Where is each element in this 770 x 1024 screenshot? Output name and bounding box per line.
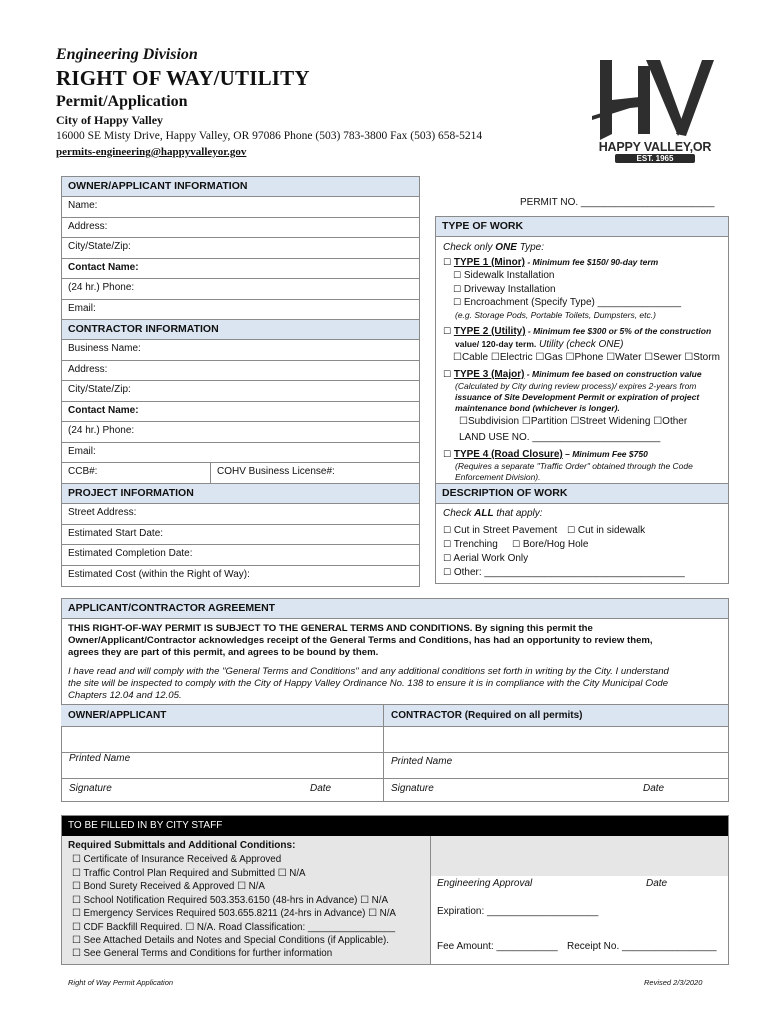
contractor-heading: CONTRACTOR INFORMATION	[62, 320, 419, 340]
contractor-license-row	[62, 463, 419, 484]
type3-desc: - Minimum fee based on construction value	[524, 369, 702, 379]
staff-item-details[interactable]: ☐ See Attached Details and Notes and Special Conditions (if Applicable).	[72, 935, 390, 946]
division-heading: Engineering Division	[56, 46, 198, 63]
type3-note3: maintenance bond (whichever is longer).	[455, 403, 620, 413]
engineering-approval[interactable]: Engineering Approval	[437, 878, 533, 889]
fee-amount-field[interactable]: Fee Amount: ___________	[437, 941, 558, 952]
contractor-city-field[interactable]: City/State/Zip:	[62, 381, 419, 402]
utility-checkboxes[interactable]: ☐Cable ☐Electric ☐Gas ☐Phone ☐Water ☐Sewer ☐Storm	[453, 352, 720, 363]
agreement-text-2: Owner/Applicant/Contractor acknowledges receipt of the General Terms and Conditions, has had an opportunity to review them,	[68, 635, 653, 646]
aerial-checkbox[interactable]: ☐ Aerial Work Only	[443, 553, 529, 564]
owner-date[interactable]: Date	[310, 783, 332, 794]
contractor-signature[interactable]: Signature	[391, 783, 434, 794]
owner-heading: OWNER/APPLICANT INFORMATION	[62, 177, 419, 197]
staff-item-traffic[interactable]: ☐ Traffic Control Plan Required and Submitted ☐ N/A	[72, 868, 306, 879]
project-heading: PROJECT INFORMATION	[62, 484, 419, 504]
contractor-printed-name[interactable]: Printed Name	[391, 756, 453, 767]
contractor-col: CONTRACTOR (Required on all permits)	[391, 710, 583, 721]
agreement-heading: APPLICANT/CONTRACTOR AGREEMENT	[62, 599, 728, 619]
staff-heading: TO BE FILLED IN BY CITY STAFF	[68, 820, 223, 831]
cohv-license-field[interactable]: COHV Business License#:	[210, 463, 420, 483]
land-use-checkboxes[interactable]: ☐Subdivision ☐Partition ☐Street Widening ☐Other	[459, 416, 688, 427]
cut-sidewalk-checkbox[interactable]: ☐ Cut in sidewalk	[567, 525, 646, 536]
type4-desc: – Minimum Fee $750	[562, 449, 648, 459]
type2-label: TYPE 2 (Utility)	[453, 326, 526, 337]
street-address-field[interactable]: Street Address:	[62, 504, 419, 525]
land-use-field[interactable]: LAND USE NO. _______________________	[459, 432, 661, 443]
type1-label: TYPE 1 (Minor)	[453, 257, 525, 268]
page-title: RIGHT OF WAY/UTILITY	[56, 66, 310, 90]
logo-est: EST. 1965	[615, 154, 695, 163]
ccb-field[interactable]: CCB#:	[68, 466, 98, 477]
completion-date-field[interactable]: Estimated Completion Date:	[62, 545, 419, 566]
logo-text: HAPPY VALLEY,OR	[598, 140, 712, 154]
city-address: 16000 SE Misty Drive, Happy Valley, OR 97086 Phone (503) 783-3800 Fax (503) 658-5214	[56, 130, 483, 142]
owner-address-field[interactable]: Address:	[62, 218, 419, 239]
approval-date[interactable]: Date	[646, 878, 668, 889]
type4-checkbox[interactable]: ☐ TYPE 4 (Road Closure) – Minimum Fee $750	[443, 449, 648, 460]
agreement-text-1: THIS RIGHT-OF-WAY PERMIT IS SUBJECT TO THE GENERAL TERMS AND CONDITIONS. By signing this permit the	[68, 623, 593, 634]
driveway-checkbox[interactable]: ☐ Driveway Installation	[453, 284, 556, 295]
type3-checkbox[interactable]: ☐ TYPE 3 (Major) - Minimum fee based on construction value	[443, 369, 702, 380]
owner-phone-field[interactable]: (24 hr.) Phone:	[62, 279, 419, 300]
contractor-date[interactable]: Date	[643, 783, 665, 794]
owner-applicant-col: OWNER/APPLICANT	[68, 710, 167, 721]
page-subtitle: Permit/Application	[56, 93, 188, 110]
staff-item-emergency[interactable]: ☐ Emergency Services Required 503.655.8211 (24-hrs in Advance) ☐ N/A	[72, 908, 396, 919]
agreement-italic-3: Chapters 12.04 and 12.05.	[68, 690, 182, 701]
contractor-contact-field[interactable]: Contact Name:	[62, 402, 419, 423]
bore-checkbox[interactable]: ☐ Bore/Hog Hole	[512, 539, 589, 550]
type2-desc-line2: value/ 120-day term. Utility (check ONE)	[455, 339, 624, 350]
type1-note: (e.g. Storage Pods, Portable Toilets, Dumpsters, etc.)	[455, 310, 656, 320]
contractor-phone-field[interactable]: (24 hr.) Phone:	[62, 422, 419, 443]
required-submittals-heading: Required Submittals and Additional Conditions:	[68, 840, 296, 851]
owner-email-field[interactable]: Email:	[68, 302, 96, 314]
footer-left: Right of Way Permit Application	[68, 978, 174, 987]
type2-checkbox[interactable]: ☐ TYPE 2 (Utility) - Minimum fee $300 or 5% of the construction	[443, 326, 712, 337]
staff-item-school[interactable]: ☐ School Notification Required 503.353.6150 (48-hrs in Advance) ☐ N/A	[72, 895, 389, 906]
contractor-section	[61, 319, 420, 485]
trenching-checkbox[interactable]: ☐ Trenching	[443, 539, 498, 550]
owner-signature-input[interactable]	[62, 727, 382, 751]
owner-signature[interactable]: Signature	[69, 783, 112, 794]
owner-city-field[interactable]: City/State/Zip:	[62, 238, 419, 259]
owner-contact-field[interactable]: Contact Name:	[62, 259, 419, 280]
receipt-number-field[interactable]: Receipt No. _________________	[567, 941, 717, 952]
sidewalk-checkbox[interactable]: ☐ Sidewalk Installation	[453, 270, 555, 281]
type4-note2: Enforcement Division).	[455, 472, 541, 482]
cut-street-checkbox[interactable]: ☐ Cut in Street Pavement	[443, 525, 558, 536]
agreement-italic-1: I have read and will comply with the "General Terms and Conditions" and any additional conditions set forth in writing by the City. I understand	[68, 666, 669, 677]
type1-desc: - Minimum fee $150/ 90-day term	[524, 257, 659, 267]
encroachment-checkbox[interactable]: ☐ Encroachment (Specify Type) _______________	[453, 297, 682, 308]
type2-desc: - Minimum fee $300 or 5% of the construction	[525, 326, 712, 336]
city-name: City of Happy Valley	[56, 113, 164, 127]
type3-note2: issuance of Site Development Permit or expiration of project	[455, 392, 700, 402]
expiration-field[interactable]: Expiration: ____________________	[437, 906, 599, 917]
staff-item-bond[interactable]: ☐ Bond Surety Received & Approved ☐ N/A	[72, 881, 265, 892]
type4-label: TYPE 4 (Road Closure)	[453, 449, 563, 460]
estimated-cost-field[interactable]: Estimated Cost (within the Right of Way):	[68, 568, 250, 580]
description-heading: DESCRIPTION OF WORK	[436, 484, 728, 504]
type4-note1: (Requires a separate "Traffic Order" obtained through the Code	[455, 461, 693, 471]
contractor-email-field[interactable]: Email:	[62, 443, 419, 464]
staff-item-insurance[interactable]: ☐ Certificate of Insurance Received & Approved	[72, 854, 282, 865]
contractor-address-field[interactable]: Address:	[62, 361, 419, 382]
check-all-label: Check ALL that apply:	[443, 508, 543, 519]
contractor-signature-input[interactable]	[385, 727, 728, 751]
owner-printed-name[interactable]: Printed Name	[69, 753, 131, 764]
start-date-field[interactable]: Estimated Start Date:	[62, 525, 419, 546]
staff-item-terms[interactable]: ☐ See General Terms and Conditions for further information	[72, 948, 333, 959]
permit-number-field[interactable]: PERMIT NO. ________________________	[520, 197, 715, 208]
staff-item-cdf[interactable]: ☐ CDF Backfill Required. ☐ N/A. Road Classification: ________________	[72, 922, 396, 933]
type-of-work-heading: TYPE OF WORK	[436, 217, 728, 237]
owner-name-field[interactable]: Name:	[62, 197, 419, 218]
footer-right: Revised 2/3/2020	[644, 978, 703, 987]
other-checkbox[interactable]: ☐ Other: ____________________________________	[443, 567, 685, 578]
contractor-business-field[interactable]: Business Name:	[62, 340, 419, 361]
agreement-text-3: agrees they are part of this permit, and agrees to be bound by them.	[68, 647, 379, 658]
agreement-italic-2: the site will be inspected to comply with the City of Happy Valley Ordinance No. 138 to ensure it is in compliance with the City Municipal Code	[68, 678, 669, 689]
type3-label: TYPE 3 (Major)	[453, 369, 525, 380]
type3-note1: (Calculated by City during review process)/ expires 2-years from	[455, 381, 697, 391]
check-one-label: Check only ONE Type:	[443, 242, 544, 253]
type1-checkbox[interactable]: ☐ TYPE 1 (Minor) - Minimum fee $150/ 90-day term	[443, 257, 659, 268]
owner-section	[61, 176, 420, 321]
email-link[interactable]: permits-engineering@happyvalleyor.gov	[56, 146, 247, 158]
project-section	[61, 483, 420, 587]
